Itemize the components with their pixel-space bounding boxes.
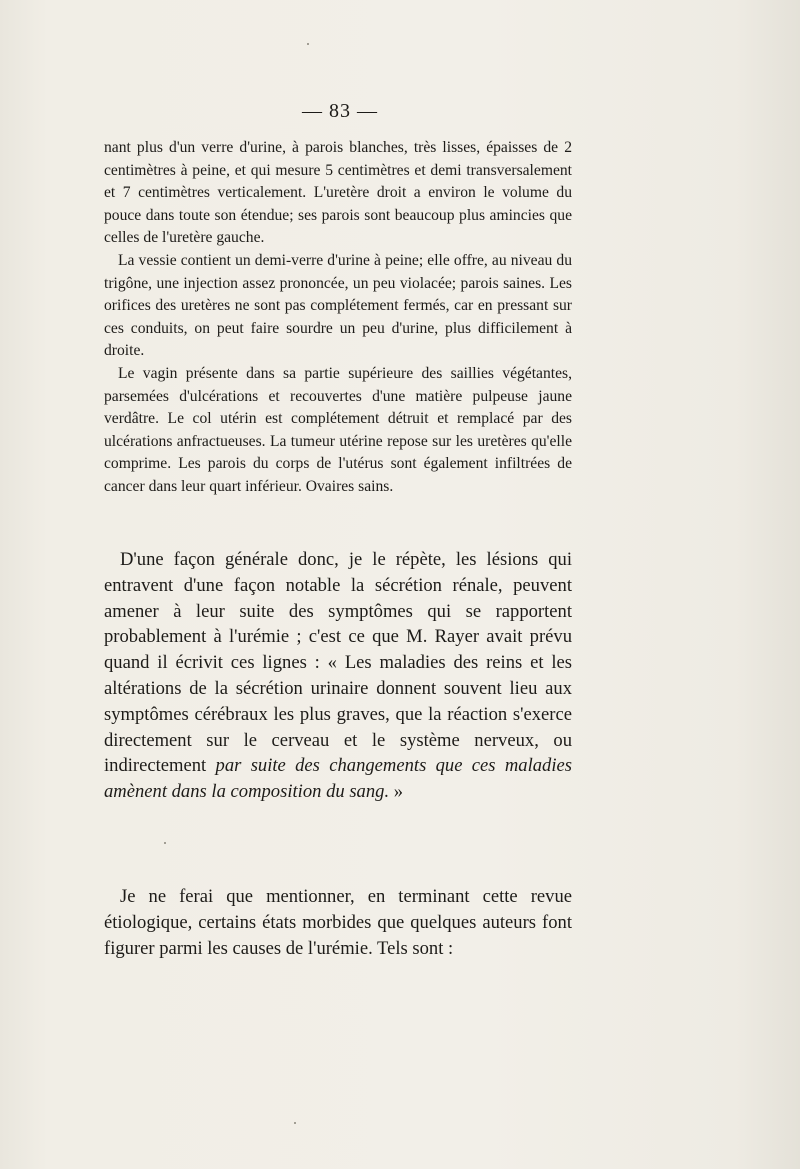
discussion-body: D'une façon générale donc, je le répète, les lésions qui entravent d'une façon notable la sécrétion rénale, peuvent amener à leur suite des symptômes qui se rapportent probablement à l'urémie ; c'est ce que M. Rayer avait prévu quand il écrivit ces lignes : « Les maladies des reins et les altérations de la sécrétion urinaire donnent souvent lieu aux symptômes cérébraux les plus graves, que la réaction s'exerce directement sur le cerveau et le système nerveux, ou indirectement [104,549,572,777]
clinical-paragraph: Le vagin présente dans sa partie supérieure des saillies végétantes, parsemées d'ulcérations et recouvertes d'une matière pulpeuse jaune verdâtre. Le col utérin est complétement détruit et remplacé par des ulcérations anfractueuses. La tumeur utérine repose sur les uretères qu'elle comprime. Les parois du corps de l'utérus sont également infiltrées de cancer dans leur quart inférieur. Ovaires sains. [104,364,572,495]
closing-text: Je ne ferai que mentionner, en terminant cette revue étiologique, certains états morbides que quelques auteurs font figurer parmi les causes de l'urémie. Tels sont : [104,886,572,959]
closing-paragraph [104,884,572,961]
discussion-italic-quote: par suite des changements que ces maladies amènent dans la composition du sang. [104,755,572,803]
clinical-observation [104,137,572,499]
discussion-text [104,547,572,805]
paper-speck [294,1122,296,1124]
paper-speck [164,842,166,844]
page-number: — 83 — [302,100,378,122]
clinical-paragraph: La vessie contient un demi-verre d'urine à peine; elle offre, au niveau du trigône, une injection assez prononcée, un peu violacée; parois saines. Les orifices des uretères ne sont pas complétement fermés, car en pressant sur ces conduits, on peut faire sourdre un peu d'urine, plus difficilement à droite. [104,251,572,360]
discussion-paragraph [104,547,572,805]
quote-close-mark: » [389,781,404,803]
clinical-paragraph: nant plus d'un verre d'urine, à parois blanches, très lisses, épaisses de 2 centimètres à peine, et qui mesure 5 centimètres et demi transversalement et 7 centimètres verticalement. L'uretère droit a environ le volume du pouce dans toute son étendue; ses parois sont beaucoup plus amincies que celles de l'uretère gauche. [104,139,572,247]
paper-speck [307,43,309,45]
